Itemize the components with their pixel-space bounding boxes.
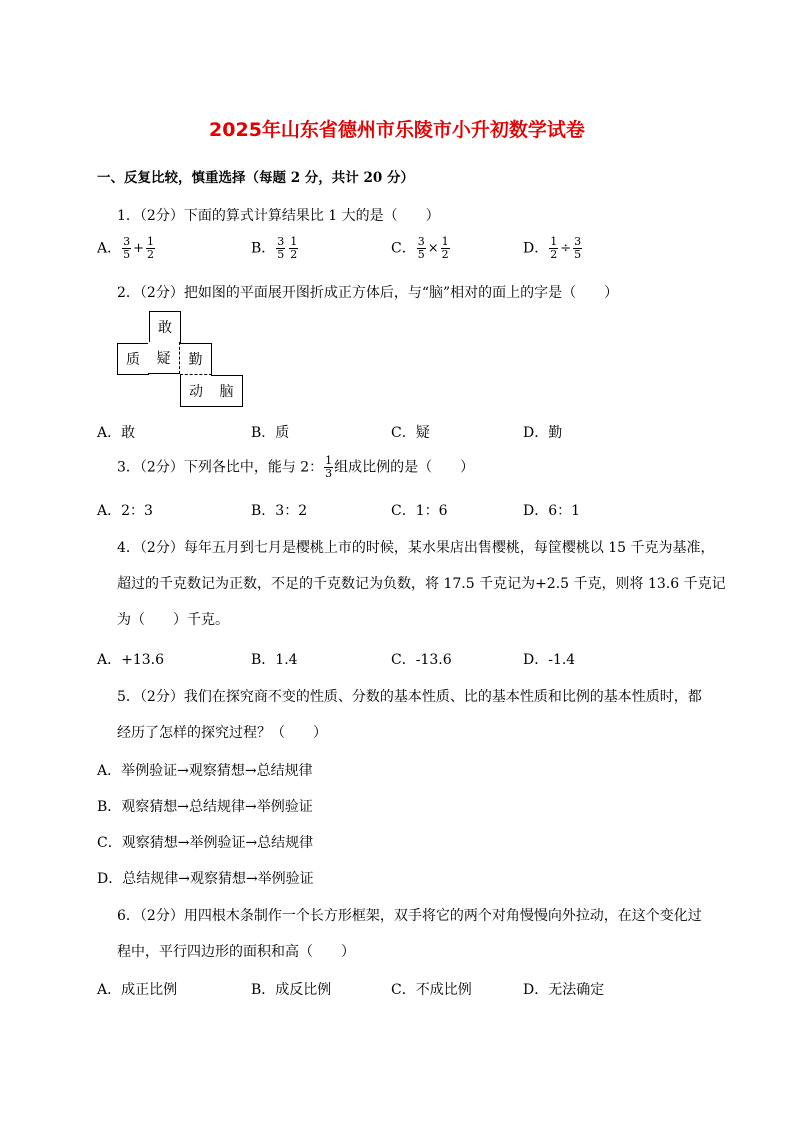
- net-cell-qin: 勤: [180, 343, 212, 375]
- question-1-stem: 1．（2分）下面的算式计算结果比 1 大的是（ ）: [117, 208, 440, 224]
- q3-option-a: A．2：3: [97, 503, 153, 519]
- q5-option-b: B．观察猜想→总结规律→举例验证: [97, 799, 313, 815]
- question-5-line-1: 5．（2分）我们在探究商不变的性质、分数的基本性质、比的基本性质和比例的基本性质时，都: [117, 689, 702, 705]
- fraction: $\frac{3}{5}$: [417, 235, 425, 261]
- q1-option-c: [391, 236, 451, 261]
- operator: ×: [427, 241, 439, 256]
- q2-option-a: A．敢: [97, 425, 136, 441]
- fraction: $\frac{3}{5}$: [123, 235, 131, 261]
- fraction: $\frac{1}{2}$: [550, 235, 558, 261]
- net-cell-yi: 疑: [148, 342, 180, 374]
- question-4-line-2: 超过的千克数记为正数，不足的千克数记为负数，将 17.5 千克记为+2.5 千克，则将 13.6 千克记: [117, 576, 726, 592]
- question-4-line-3: 为（ ）千克。: [117, 612, 229, 628]
- fraction: $\frac{3}{5}$: [277, 235, 285, 261]
- net-cell-dong: 动: [180, 375, 212, 407]
- q6-option-c: C．不成比例: [391, 982, 472, 998]
- q4-option-a: A．+13.6: [97, 652, 165, 668]
- q1-option-b: [251, 236, 299, 261]
- q1-option-d: [523, 236, 583, 261]
- q3-option-c: C．1：6: [391, 503, 448, 519]
- question-5-line-2: 经历了怎样的探究过程？（ ）: [117, 725, 327, 741]
- q5-option-a: A．举例验证→观察猜想→总结规律: [97, 763, 313, 779]
- fraction: $\frac{1}{2}$: [147, 235, 155, 261]
- net-cell-zhi: 质: [117, 343, 149, 375]
- q2-option-d: D．勤: [523, 425, 563, 441]
- cube-net-figure: [117, 311, 247, 411]
- option-letter: B．: [251, 240, 276, 257]
- question-2-stem: 2．（2分）把如图的平面展开图折成正方体后，与“脑”相对的面上的字是（ ）: [117, 285, 619, 301]
- fraction: $\frac{1}{2}$: [441, 235, 449, 261]
- q4-option-b: B．1.4: [251, 652, 298, 668]
- net-cell-nao: 脑: [211, 375, 243, 407]
- q5-option-c: C．观察猜想→举例验证→总结规律: [97, 835, 314, 851]
- net-cell-gan: 敢: [149, 311, 181, 343]
- question-6-line-2: 程中，平行四边形的面积和高（ ）: [117, 944, 355, 960]
- question-4-line-1: 4．（2分）每年五月到七月是樱桃上市的时候，某水果店出售樱桃，每筐樱桃以 15 千克为基准，: [117, 540, 715, 556]
- q3-option-b: B．3：2: [251, 503, 308, 519]
- q6-option-a: A．成正比例: [97, 982, 178, 998]
- option-letter: C．: [391, 240, 416, 257]
- q1-option-a: [97, 236, 156, 261]
- question-3-stem: 3．（2分）下列各比中，能与 2： $\frac{1}{3}$ 组成比例的是（ ）: [117, 454, 475, 480]
- page-title: 2025年山东省德州市乐陵市小升初数学试卷: [209, 119, 585, 141]
- fraction: $\frac{1}{3}$: [325, 454, 333, 480]
- q2-option-b: B．质: [251, 425, 290, 441]
- option-letter: D．: [523, 240, 549, 257]
- q3-option-d: D．6：1: [523, 503, 581, 519]
- fraction: $\frac{1}{2}$: [290, 235, 298, 261]
- question-6-line-1: 6．（2分）用四根木条制作一个长方形框架，双手将它的两个对角慢慢向外拉动，在这个变化过: [117, 908, 702, 924]
- q6-option-b: B．成反比例: [251, 982, 332, 998]
- operator: ÷: [560, 241, 572, 256]
- q6-option-d: D．无法确定: [523, 982, 605, 998]
- section-heading: 一、反复比较，慎重选择（每题 2 分，共计 20 分）: [97, 170, 414, 186]
- operator: +: [133, 241, 145, 256]
- q2-option-c: C．疑: [391, 425, 430, 441]
- q5-option-d: D．总结规律→观察猜想→举例验证: [97, 871, 314, 887]
- q4-option-c: C．-13.6: [391, 652, 452, 668]
- fraction: $\frac{3}{5}$: [574, 235, 582, 261]
- option-letter: A．: [97, 240, 122, 257]
- q4-option-d: D．-1.4: [523, 652, 576, 668]
